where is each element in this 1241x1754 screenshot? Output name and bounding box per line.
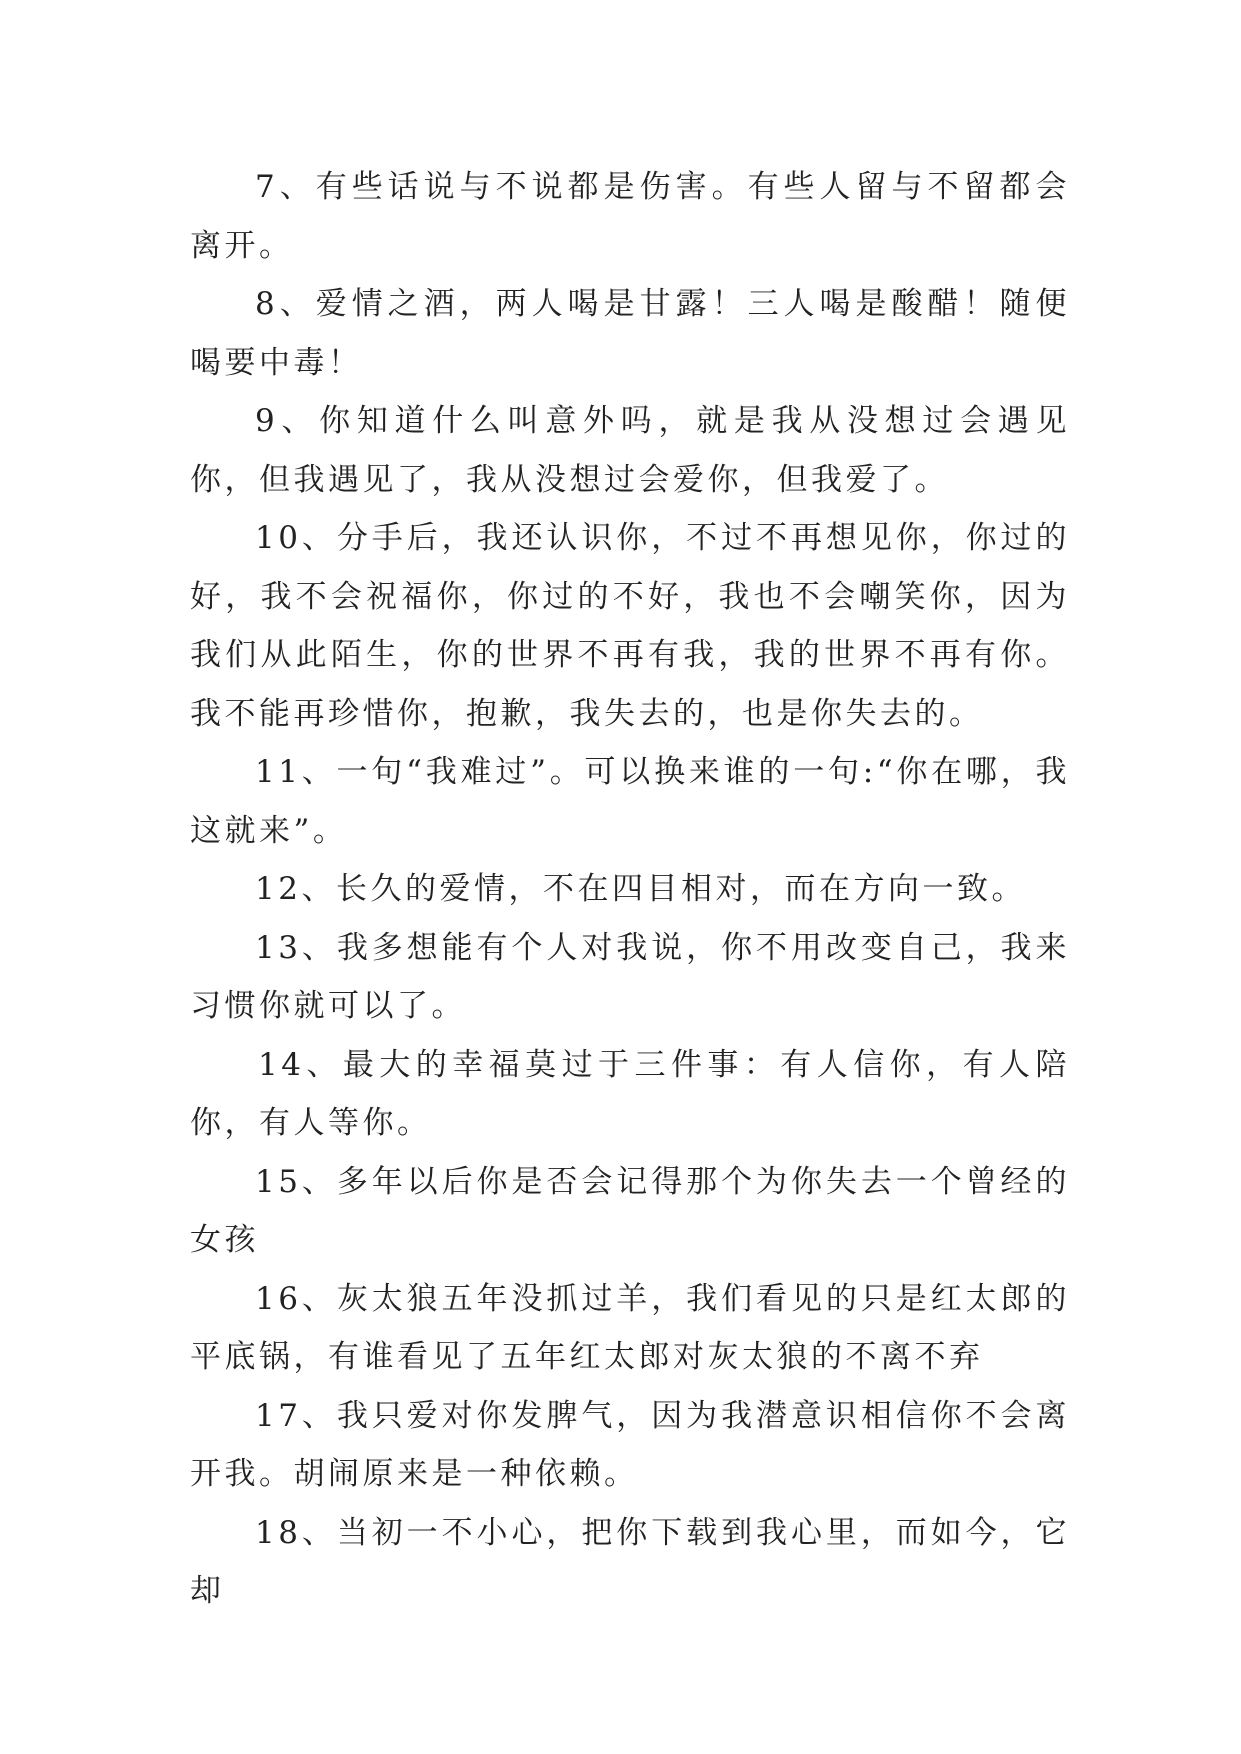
paragraph-17: 17、我只爱对你发脾气，因为我潜意识相信你不会离开我。胡闹原来是一种依赖。 xyxy=(190,1397,1070,1492)
paragraph-7: 7、有些话说与不说都是伤害。有些人留与不留都会离开。 xyxy=(190,169,1070,264)
paragraph-12: 12、长久的爱情，不在四目相对，而在方向一致。 xyxy=(255,871,1026,907)
paragraph-13: 13、我多想能有个人对我说，你不用改变自己，我来习惯你就可以了。 xyxy=(190,929,1070,1024)
paragraph-15: 15、多年以后你是否会记得那个为你失去一个曾经的女孩 xyxy=(190,1163,1070,1258)
paragraph-9: 9、你知道什么叫意外吗，就是我从没想过会遇见你，但我遇见了，我从没想过会爱你，但我爱了。 xyxy=(190,403,1070,498)
document-body xyxy=(190,158,1070,1621)
paragraph-14: 14、最大的幸福莫过于三件事：有人信你，有人陪你，有人等你。 xyxy=(190,1046,1070,1141)
paragraph-18: 18、当初一不小心，把你下载到我心里，而如今，它却 xyxy=(190,1514,1070,1609)
paragraph-11: 11、一句“我难过”。可以换来谁的一句:“你在哪，我这就来”。 xyxy=(190,754,1070,849)
paragraph-16: 16、灰太狼五年没抓过羊，我们看见的只是红太郎的平底锅，有谁看见了五年红太郎对灰太狼的不离不弃 xyxy=(190,1280,1070,1375)
paragraph-10: 10、分手后，我还认识你，不过不再想见你，你过的好，我不会祝福你，你过的不好，我也不会嘲笑你，因为我们从此陌生，你的世界不再有我，我的世界不再有你。我不能再珍惜你，抱歉，我失去的，也是你失去的。 xyxy=(190,520,1070,732)
paragraph-8: 8、爱情之酒，两人喝是甘露！三人喝是酸醋！随便喝要中毒！ xyxy=(190,286,1070,381)
